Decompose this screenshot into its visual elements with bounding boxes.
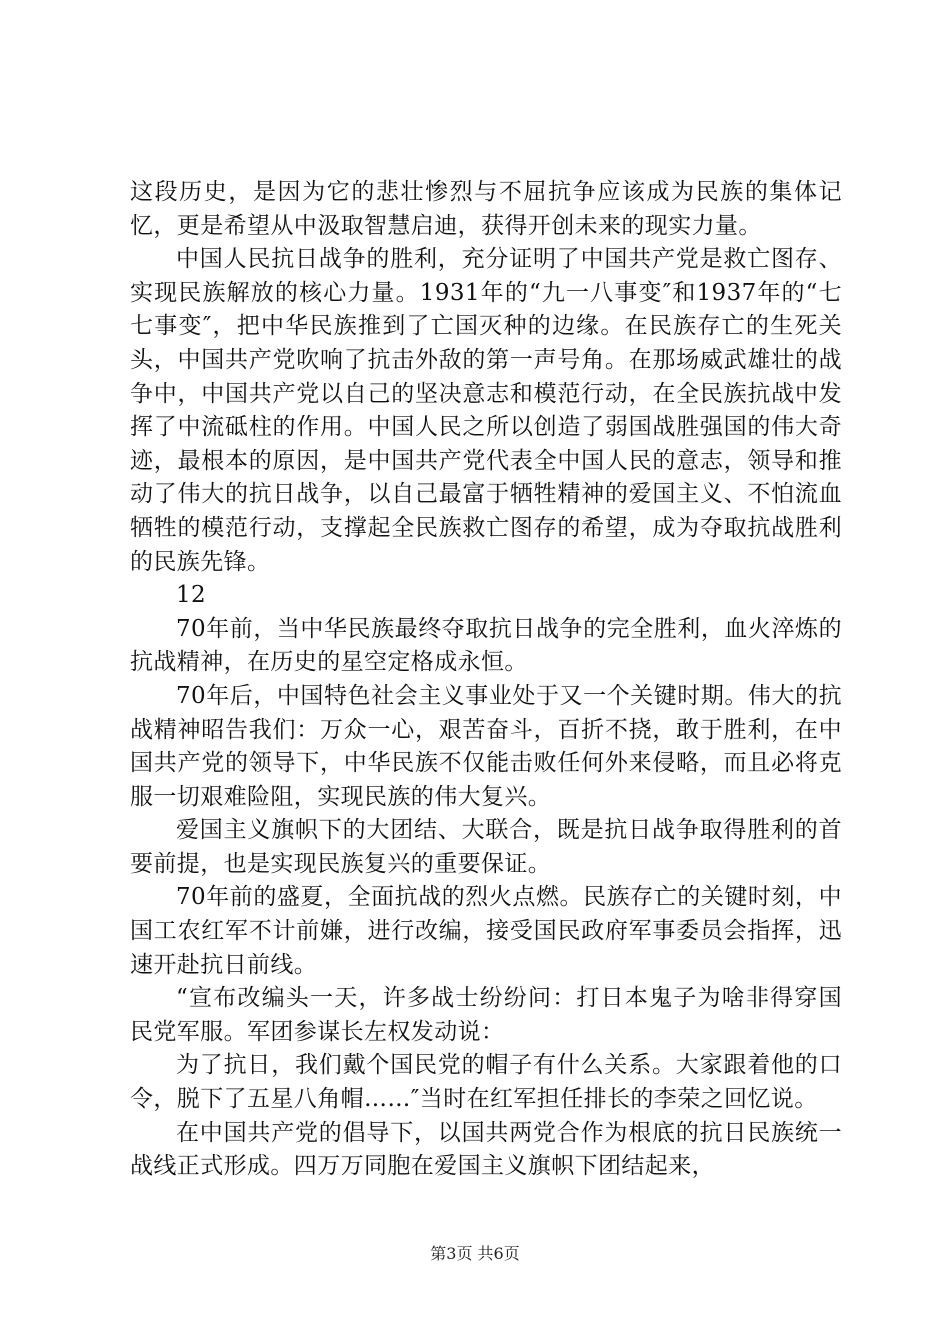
page-number-footer: 第3页 共6页 — [430, 1244, 520, 1263]
document-body — [130, 176, 842, 1184]
paragraph-4: 70年前，当中华民族最终夺取抗日战争的完全胜利，血火淬炼的抗战精神，在历史的星空定格成永恒。 — [130, 615, 842, 676]
paragraph-1: 这段历史，是因为它的悲壮惨烈与不屈抗争应该成为民族的集体记忆，更是希望从中汲取智慧启迪，获得开创未来的现实力量。 — [130, 179, 842, 239]
paragraph-3: 12 — [176, 582, 207, 609]
paragraph-7: 70年前的盛夏，全面抗战的烈火点燃。民族存亡的关键时刻，中国工农红军不计前嫌，进行改编，接受国民政府军事委员会指挥，迅速开赴抗日前线。 — [130, 884, 842, 978]
paragraph-9: 为了抗日，我们戴个国民党的帽子有什么关系。大家跟着他的口令，脱下了五星八角帽……″当时在红军担任排长的李荣之回忆说。 — [130, 1052, 842, 1113]
paragraph-10: 在中国共产党的倡导下，以国共两党合作为根底的抗日民族统一战线正式形成。四万万同胞在爱国主义旗帜下团结起来， — [130, 1119, 842, 1180]
paragraph-8: “宣布改编头一天，许多战士纷纷问：打日本鬼子为啥非得穿国民党军服。军团参谋长左权发动说： — [130, 985, 842, 1045]
paragraph-2: 中国人民抗日战争的胜利，充分证明了中国共产党是救亡图存、实现民族解放的核心力量。1931年的“九一八事变″和1937年的“七七事变″，把中华民族推到了亡国灭种的边缘。在民族存亡的生死关头，中国共产党吹响了抗击外敌的第一声号角。在那场威武雄壮的战争中，中国共产党以自己的坚决意志和模范行动，在全民族抗战中发挥了中流砥柱的作用。中国人民之所以创造了弱国战胜强国的伟大奇迹，最根本的原因，是中国共产党代表全中国人民的意志，领导和推动了伟大的抗日战争，以自己最富于牺牲精神的爱国主义、不怕流血牺牲的模范行动，支撑起全民族救亡图存的希望，成为夺取抗战胜利的民族先锋。 — [130, 246, 842, 575]
paragraph-5: 70年后，中国特色社会主义事业处于又一个关键时期。伟大的抗战精神昭告我们：万众一心，艰苦奋斗，百折不挠，敢于胜利，在中国共产党的领导下，中华民族不仅能击败任何外来侵略，而且必将克服一切艰难险阻，实现民族的伟大复兴。 — [130, 682, 842, 810]
paragraph-6: 爱国主义旗帜下的大团结、大联合，既是抗日战争取得胜利的首要前提，也是实现民族复兴的重要保证。 — [130, 817, 842, 877]
